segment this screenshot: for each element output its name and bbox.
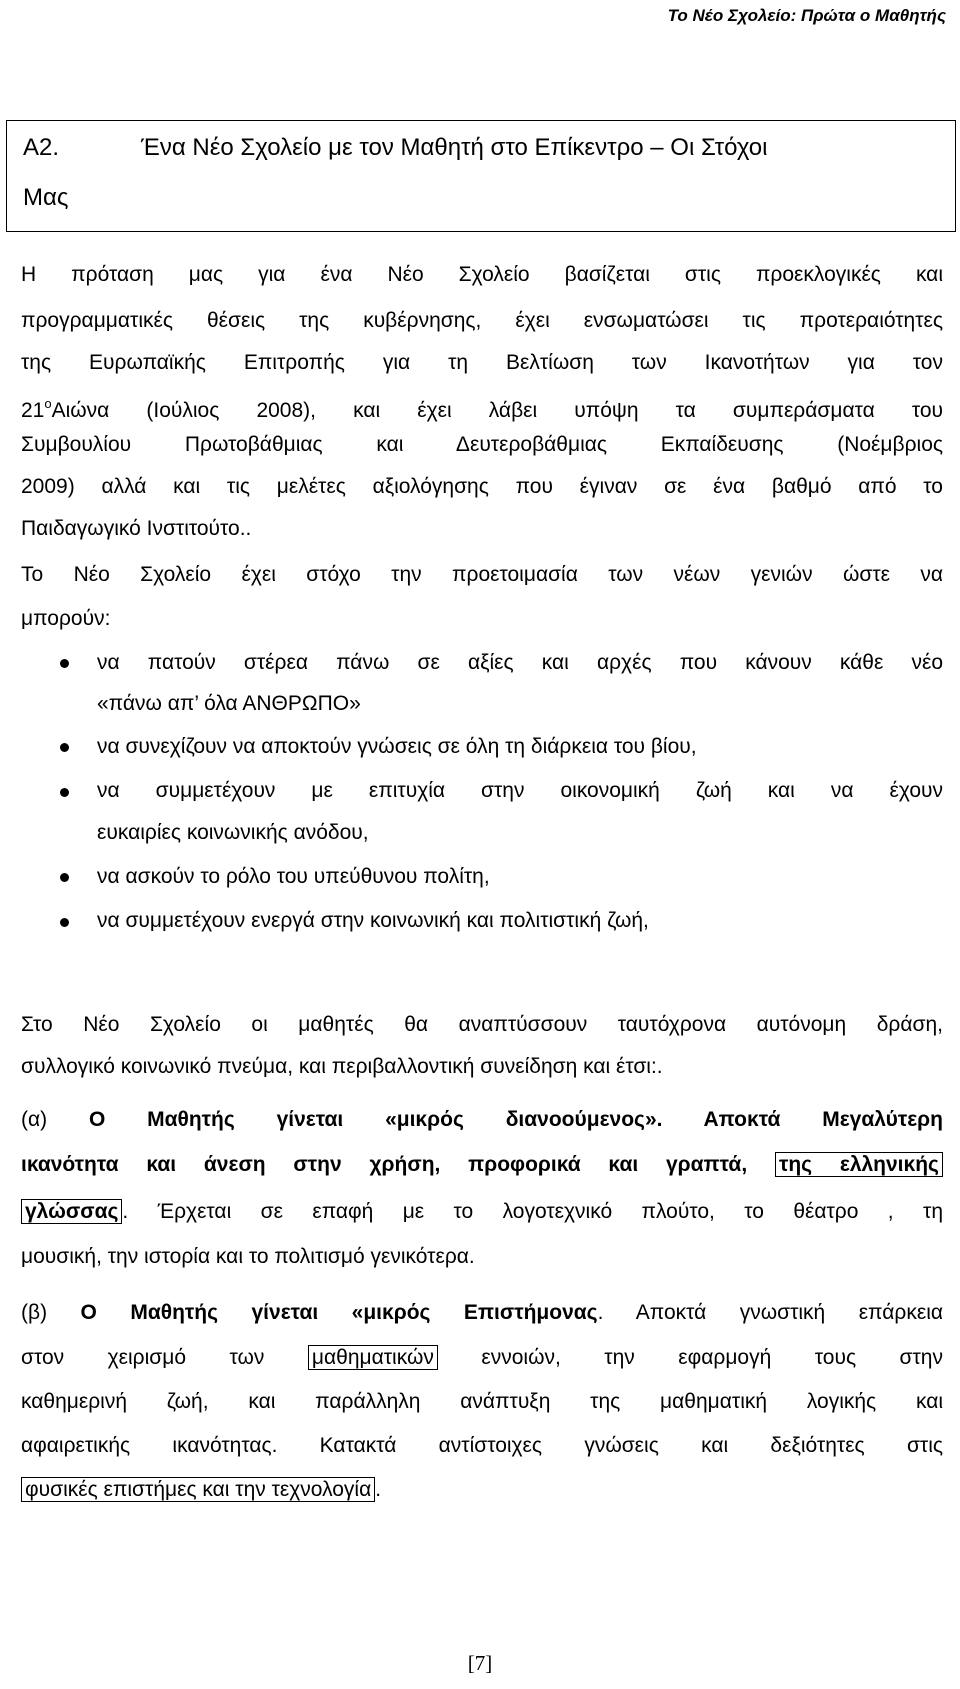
point-b-line-5: φυσικές επιστήμες και την τεχνολογία .	[21, 1476, 943, 1503]
point-a-line-4: μουσική, την ιστορία και το πολιτισμό γενικότερα.	[21, 1245, 475, 1268]
highlight-box-greek-language: της ελληνικής	[775, 1152, 943, 1177]
point-b-line-3: καθημερινή ζωή, και παράλληλη ανάπτυξη της μαθηματική λογικής και	[21, 1390, 943, 1413]
goal-line-1: Το Νέο Σχολείο έχει στόχο την προετοιμασία των νέων γενιών ώστε να	[21, 563, 943, 586]
development-line-1: Στο Νέο Σχολείο οι μαθητές θα αναπτύσσουν ταυτόχρονα αυτόνομη δράση,	[21, 1013, 943, 1036]
goal-line-2: μπορούν:	[21, 607, 111, 630]
intro-line-1: Η πρόταση μας για ένα Νέο Σχολείο βασίζεται στις προεκλογικές και	[21, 263, 943, 286]
bullet-dot	[60, 659, 69, 668]
page-number: [7]	[467, 1651, 493, 1675]
intro-line-2: προγραμματικές θέσεις της κυβέρνησης, έχει ενσωματώσει τις προτεραιότητες	[21, 309, 943, 332]
intro-line-5: Συμβουλίου Πρωτοβάθμιας και Δευτεροβάθμιας Εκπαίδευσης (Νοέμβριος	[21, 433, 943, 456]
bullet-item-1-line-1: να πατούν στέρεα πάνω σε αξίες και αρχές που κάνουν κάθε νέο	[97, 651, 943, 674]
bullet-item-4: να ασκούν το ρόλο του υπεύθυνου πολίτη,	[97, 865, 490, 888]
bullet-item-2: να συνεχίζουν να αποκτούν γνώσεις σε όλη τη διάρκεια του βίου,	[97, 735, 697, 758]
bullet-dot	[60, 918, 69, 927]
bullet-dot	[60, 743, 69, 752]
point-a-line-3: γλώσσας . Έρχεται σε επαφή με το λογοτεχνικό πλούτο, το θέατρο , τη	[21, 1198, 943, 1225]
section-title-box	[6, 120, 956, 232]
intro-line-4: $21^oA\iota ώ\nu\alpha$ (Ιούλιος 2008), και έχει λάβει υπόψη τα συμπεράσματα του	[21, 396, 943, 422]
bullet-item-1-line-2: «πάνω απ’ όλα ΑΝΘΡΩΠΟ»	[97, 692, 361, 715]
point-a-line-1: (α) Ο Μαθητής γίνεται «μικρός διανοούμενος». Αποκτά Μεγαλύτερη	[21, 1108, 943, 1131]
running-header-title: Το Νέο Σχολείο: Πρώτα ο Μαθητής	[667, 6, 946, 25]
point-b-line-2: στον χειρισμό των μαθηματικών εννοιών, την εφαρμογή τους στην	[21, 1346, 943, 1369]
bullet-dot	[60, 788, 69, 797]
highlight-box-math: μαθηματικών	[308, 1345, 438, 1370]
point-b-line-4: αφαιρετικής ικανότητας. Κατακτά αντίστοιχες γνώσεις και δεξιότητες στις	[21, 1434, 943, 1457]
intro-line-6: 2009) αλλά και τις μελέτες αξιολόγησης που έγιναν σε ένα βαθμό από το	[21, 475, 943, 498]
highlight-box-language: γλώσσας	[21, 1199, 122, 1224]
point-b-label: (β)	[21, 1301, 81, 1324]
intro-line-3: της Ευρωπαϊκής Επιτροπής για τη Βελτίωση των Ικανοτήτων για τον	[21, 351, 943, 374]
bullet-item-5: να συμμετέχουν ενεργά στην κοινωνική και πολιτιστική ζωή,	[97, 909, 649, 932]
century-number: $21^o$	[21, 396, 52, 422]
development-line-2: συλλογικό κοινωνικό πνεύμα, και περιβαλλοντική συνείδηση και έτσι:.	[21, 1055, 663, 1078]
point-a-line-2: ικανότητα και άνεση στην χρήση, προφορικά και γραπτά, της ελληνικής	[21, 1151, 943, 1178]
section-title-text: Ένα Νέο Σχολείο με τον Μαθητή στο Επίκεντρο – Οι Στόχοι	[141, 134, 768, 161]
intro-line-7: Παιδαγωγικό Ινστιτούτο..	[21, 517, 252, 540]
bullet-item-3-line-2: ευκαιρίες κοινωνικής ανόδου,	[97, 821, 369, 844]
point-b-line-1: (β) Ο Μαθητής γίνεται «μικρός Επιστήμονας. Αποκτά γνωστική επάρκεια	[21, 1301, 944, 1324]
section-number: Α2.	[23, 134, 60, 161]
bullet-item-3-line-1: να συμμετέχουν με επιτυχία στην οικονομική ζωή και να έχουν	[97, 779, 943, 802]
bullet-dot	[60, 873, 69, 882]
section-title-line-1	[23, 133, 767, 163]
highlight-box-sciences: φυσικές επιστήμες και την τεχνολογία	[21, 1477, 375, 1502]
point-a-label: (α)	[21, 1108, 89, 1131]
section-title-line-2: Μας	[23, 184, 69, 211]
